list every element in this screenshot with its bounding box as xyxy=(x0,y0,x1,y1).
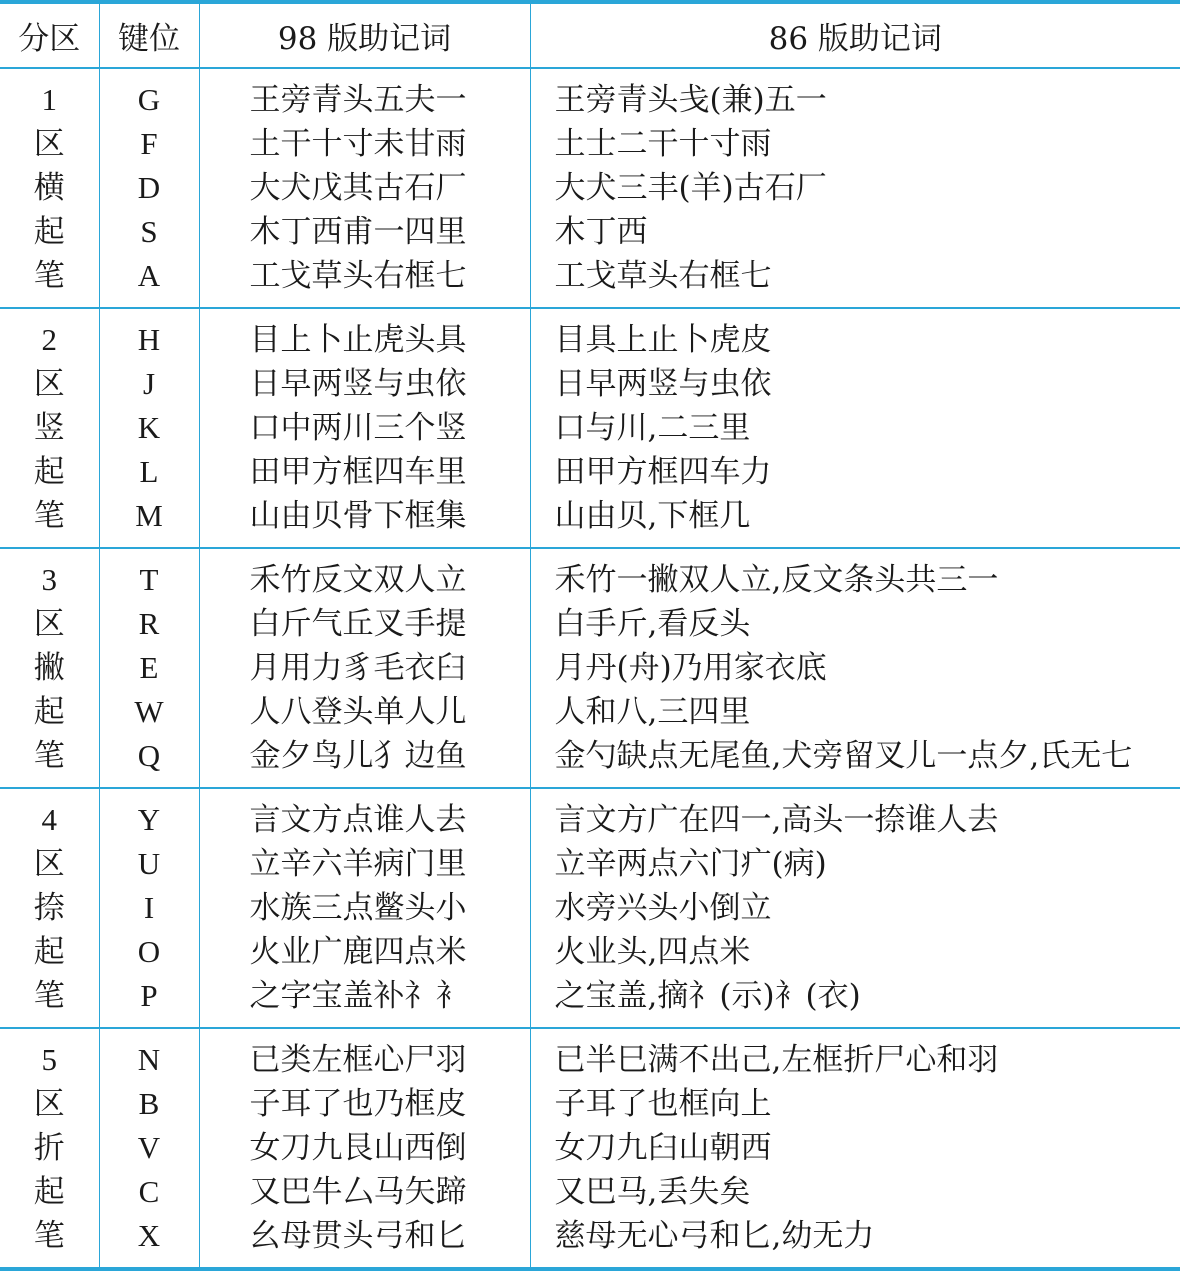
zone-number: 3 xyxy=(0,558,99,602)
header-98-mnemonic: 98 版助记词 xyxy=(199,2,530,68)
key-letter: G xyxy=(100,78,199,122)
zone-char: 区 xyxy=(0,362,99,406)
mnemonic-98: 幺母贯头弓和匕 xyxy=(250,1214,530,1258)
mnemonic-98-cell xyxy=(199,788,530,1028)
zone-group xyxy=(0,1028,1180,1269)
mnemonic-98: 子耳了也乃框皮 xyxy=(250,1082,530,1126)
mnemonic-86: 日早两竖与虫依 xyxy=(555,362,1180,406)
mnemonic-98: 大犬戊其古石厂 xyxy=(250,166,530,210)
mnemonic-86-cell xyxy=(530,788,1180,1028)
mnemonic-86: 口与川,二三里 xyxy=(555,406,1180,450)
mnemonic-98: 王旁青头五夫一 xyxy=(250,78,530,122)
mnemonic-98: 月用力豸毛衣臼 xyxy=(250,646,530,690)
mnemonic-98: 木丁西甫一四里 xyxy=(250,210,530,254)
mnemonic-98: 人八登头单人儿 xyxy=(250,690,530,734)
zone-label-cell xyxy=(0,68,99,308)
zone-number: 2 xyxy=(0,318,99,362)
zone-char: 撇 xyxy=(0,646,99,690)
key-letter: J xyxy=(100,362,199,406)
header-key: 键位 xyxy=(99,2,199,68)
key-letter: K xyxy=(100,406,199,450)
mnemonic-98: 田甲方框四车里 xyxy=(250,450,530,494)
mnemonic-86: 水旁兴头小倒立 xyxy=(555,886,1180,930)
key-cell xyxy=(99,548,199,788)
mnemonic-98: 金夕鸟儿犭边鱼 xyxy=(250,734,530,778)
zone-row xyxy=(0,1028,1180,1269)
mnemonic-86: 已半巳满不出己,左框折尸心和羽 xyxy=(555,1038,1180,1082)
mnemonic-86: 月丹(舟)乃用家衣底 xyxy=(555,646,1180,690)
key-letter: B xyxy=(100,1082,199,1126)
mnemonic-86-cell xyxy=(530,308,1180,548)
zone-label-cell xyxy=(0,548,99,788)
key-letter: H xyxy=(100,318,199,362)
key-letter: O xyxy=(100,930,199,974)
zone-number: 4 xyxy=(0,798,99,842)
key-letter: Y xyxy=(100,798,199,842)
key-letter: R xyxy=(100,602,199,646)
mnemonic-98: 土干十寸未甘雨 xyxy=(250,122,530,166)
mnemonic-98: 工戈草头右框七 xyxy=(250,254,530,298)
mnemonic-98-cell xyxy=(199,308,530,548)
mnemonic-98: 女刀九艮山西倒 xyxy=(250,1126,530,1170)
key-letter: D xyxy=(100,166,199,210)
key-letter: N xyxy=(100,1038,199,1082)
mnemonic-98: 禾竹反文双人立 xyxy=(250,558,530,602)
zone-char: 区 xyxy=(0,602,99,646)
key-letter: V xyxy=(100,1126,199,1170)
mnemonic-98: 已类左框心尸羽 xyxy=(250,1038,530,1082)
zone-char: 捺 xyxy=(0,886,99,930)
mnemonic-98: 目上卜止虎头具 xyxy=(250,318,530,362)
zone-char: 起 xyxy=(0,210,99,254)
mnemonic-86: 子耳了也框向上 xyxy=(555,1082,1180,1126)
key-letter: L xyxy=(100,450,199,494)
zone-char: 笔 xyxy=(0,974,99,1018)
mnemonic-98-cell xyxy=(199,68,530,308)
key-letter: U xyxy=(100,842,199,886)
header-86-mnemonic: 86 版助记词 xyxy=(530,2,1180,68)
zone-char: 横 xyxy=(0,166,99,210)
key-letter: P xyxy=(100,974,199,1018)
zone-group xyxy=(0,68,1180,308)
mnemonic-86: 禾竹一撇双人立,反文条头共三一 xyxy=(555,558,1180,602)
key-letter: C xyxy=(100,1170,199,1214)
mnemonic-86-cell xyxy=(530,1028,1180,1269)
mnemonic-98: 日早两竖与虫依 xyxy=(250,362,530,406)
zone-char: 笔 xyxy=(0,494,99,538)
zone-char: 起 xyxy=(0,1170,99,1214)
zone-row xyxy=(0,548,1180,788)
mnemonic-98-cell xyxy=(199,548,530,788)
zone-group xyxy=(0,788,1180,1028)
mnemonic-86: 土士二干十寸雨 xyxy=(555,122,1180,166)
zone-label-cell xyxy=(0,1028,99,1269)
mnemonic-86: 大犬三丰(羊)古石厂 xyxy=(555,166,1180,210)
zone-char: 起 xyxy=(0,690,99,734)
mnemonic-86: 王旁青头戋(兼)五一 xyxy=(555,78,1180,122)
zone-char: 起 xyxy=(0,450,99,494)
zone-label-cell xyxy=(0,308,99,548)
mnemonic-86: 目具上止卜虎皮 xyxy=(555,318,1180,362)
zone-char: 笔 xyxy=(0,734,99,778)
key-cell xyxy=(99,1028,199,1269)
mnemonic-86: 言文方广在四一,高头一捺谁人去 xyxy=(555,798,1180,842)
mnemonic-86-cell xyxy=(530,68,1180,308)
zone-row xyxy=(0,308,1180,548)
key-cell xyxy=(99,308,199,548)
mnemonic-86: 工戈草头右框七 xyxy=(555,254,1180,298)
mnemonic-86: 女刀九臼山朝西 xyxy=(555,1126,1180,1170)
key-letter: S xyxy=(100,210,199,254)
mnemonic-98: 立辛六羊病门里 xyxy=(250,842,530,886)
key-letter: W xyxy=(100,690,199,734)
mnemonic-86: 立辛两点六门疒(病) xyxy=(555,842,1180,886)
zone-char: 折 xyxy=(0,1126,99,1170)
zone-group xyxy=(0,308,1180,548)
mnemonic-86: 田甲方框四车力 xyxy=(555,450,1180,494)
mnemonic-98: 之字宝盖补礻衤 xyxy=(250,974,530,1018)
header-zone: 分区 xyxy=(0,2,99,68)
mnemonic-98-cell xyxy=(199,1028,530,1269)
key-cell xyxy=(99,68,199,308)
zone-char: 区 xyxy=(0,842,99,886)
zone-label-cell xyxy=(0,788,99,1028)
key-letter: A xyxy=(100,254,199,298)
zone-number: 1 xyxy=(0,78,99,122)
zone-row xyxy=(0,68,1180,308)
mnemonic-86-cell xyxy=(530,548,1180,788)
mnemonic-98: 又巴牛厶马矢蹄 xyxy=(250,1170,530,1214)
mnemonic-86: 之宝盖,摘礻(示)衤(衣) xyxy=(555,974,1180,1018)
zone-char: 笔 xyxy=(0,254,99,298)
mnemonic-98: 言文方点谁人去 xyxy=(250,798,530,842)
mnemonic-98: 白斤气丘叉手提 xyxy=(250,602,530,646)
key-letter: M xyxy=(100,494,199,538)
mnemonic-86: 金勺缺点无尾鱼,犬旁留叉儿一点夕,氏无七 xyxy=(555,734,1180,778)
key-letter: X xyxy=(100,1214,199,1258)
mnemonic-86: 火业头,四点米 xyxy=(555,930,1180,974)
key-letter: I xyxy=(100,886,199,930)
mnemonic-86: 木丁西 xyxy=(555,210,1180,254)
mnemonic-98: 火业广鹿四点米 xyxy=(250,930,530,974)
zone-number: 5 xyxy=(0,1038,99,1082)
zone-char: 区 xyxy=(0,1082,99,1126)
zone-char: 竖 xyxy=(0,406,99,450)
key-letter: T xyxy=(100,558,199,602)
mnemonic-86: 山由贝,下框几 xyxy=(555,494,1180,538)
zone-char: 笔 xyxy=(0,1214,99,1258)
mnemonic-86: 人和八,三四里 xyxy=(555,690,1180,734)
mnemonic-86: 又巴马,丢失矣 xyxy=(555,1170,1180,1214)
zone-char: 起 xyxy=(0,930,99,974)
zone-char: 区 xyxy=(0,122,99,166)
mnemonic-98: 水族三点鳖头小 xyxy=(250,886,530,930)
zone-group xyxy=(0,548,1180,788)
mnemonic-86: 慈母无心弓和匕,幼无力 xyxy=(555,1214,1180,1258)
table-header xyxy=(0,2,1180,68)
key-letter: F xyxy=(100,122,199,166)
mnemonic-98: 口中两川三个竖 xyxy=(250,406,530,450)
mnemonic-86: 白手斤,看反头 xyxy=(555,602,1180,646)
mnemonic-98: 山由贝骨下框集 xyxy=(250,494,530,538)
header-row xyxy=(0,2,1180,68)
key-letter: E xyxy=(100,646,199,690)
key-cell xyxy=(99,788,199,1028)
zone-row xyxy=(0,788,1180,1028)
key-letter: Q xyxy=(100,734,199,778)
